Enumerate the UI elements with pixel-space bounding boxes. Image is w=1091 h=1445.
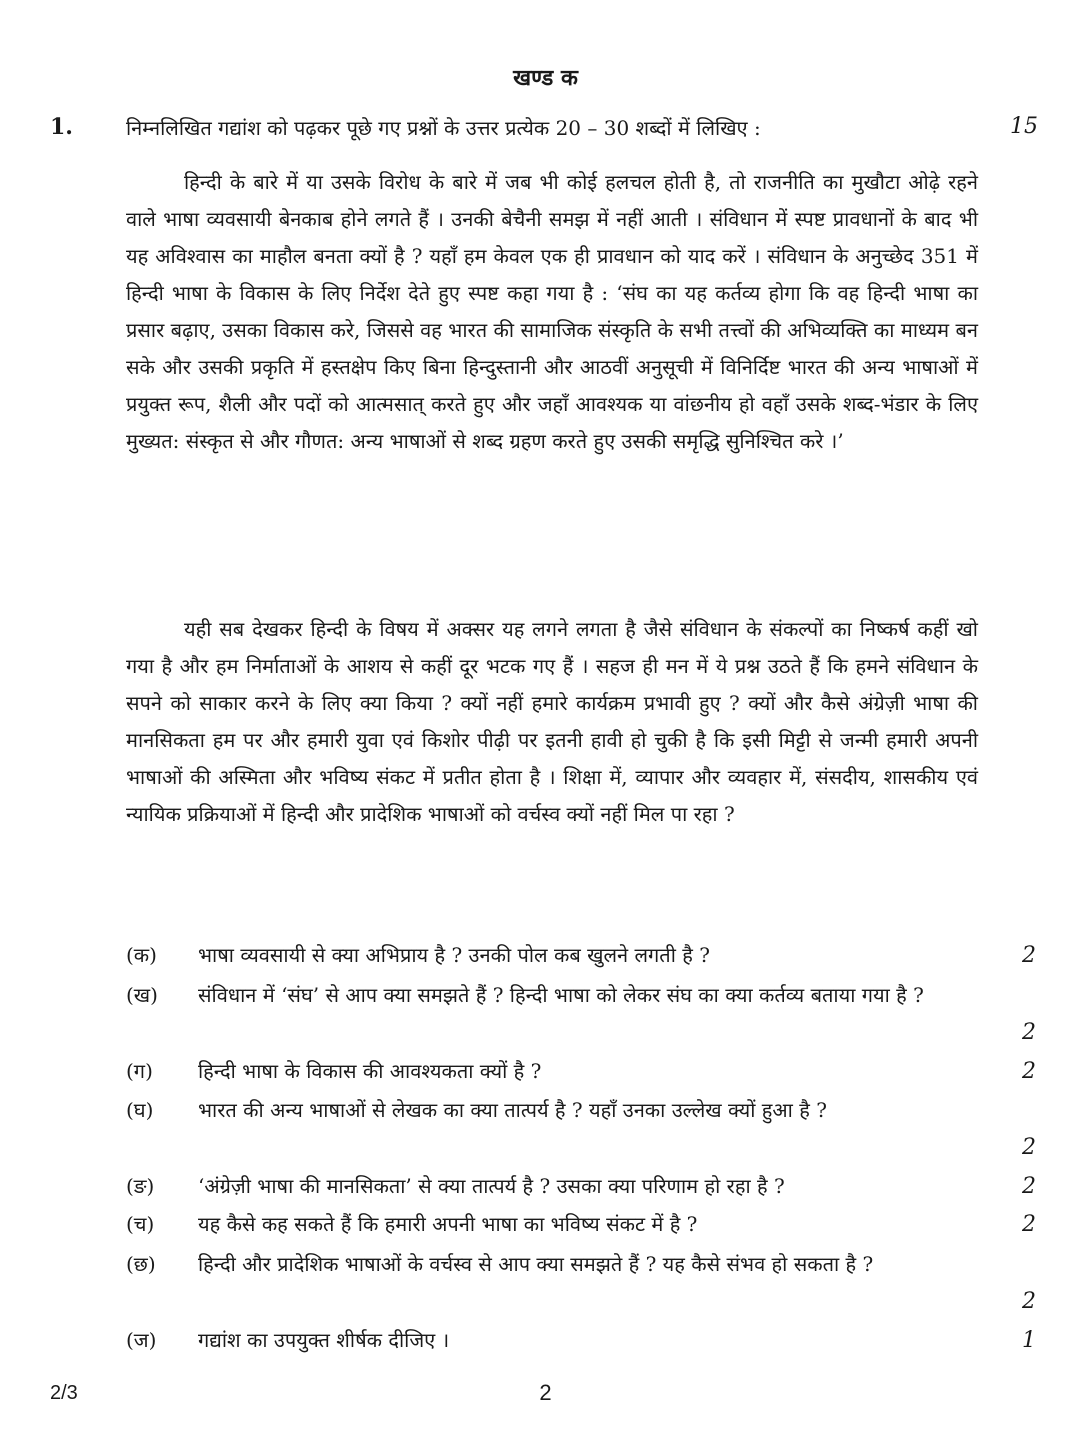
sub-question-marks: 2 [1022, 1020, 1036, 1045]
sub-question-label: (ज) [126, 1328, 157, 1352]
passage-paragraph-1: हिन्दी के बारे में या उसके विरोध के बारे में जब भी कोई हलचल होती है, तो राजनीति का मुखौटा ओढ़े रहने वाले भाषा व्यवसायी बेनकाब होने लगते हैं । उनकी बेचैनी समझ में नहीं आती । संविधान में स्पष्ट प्रावधानों के बाद भी यह अविश्वास का माहौल बनता क्यों है ? यहाँ हम केवल एक ही प्रावधान को याद करें । संविधान के अनुच्छेद 351 में हिन्दी भाषा के विकास के लिए निर्देश देते हुए स्पष्ट कहा गया है : ‘संघ का यह कर्तव्य होगा कि वह हिन्दी भाषा का प्रसार बढ़ाए, उसका विकास करे, जिससे वह भारत की सामाजिक संस्कृति के सभी तत्त्वों की अभिव्यक्ति का माध्यम बन सके और उसकी प्रकृति में हस्तक्षेप किए बिना हिन्दुस्तानी और आठवीं अनुसूची में विनिर्दिष्ट भारत की अन्य भाषाओं में प्रयुक्त रूप, शैली और पदों को आत्मसात् करते हुए और जहाँ आवश्यक या वांछनीय हो वहाँ उसके शब्द-भंडार के लिए मुख्यत: संस्कृत से और गौणत: अन्य भाषाओं से शब्द ग्रहण करते हुए उसकी समृद्धि सुनिश्चित करे ।’ [126, 170, 978, 453]
sub-question-label: (छ) [126, 1252, 156, 1276]
question-marks: 15 [1010, 114, 1038, 139]
sub-question [0, 1246, 1091, 1320]
sub-question-marks: 2 [1022, 1135, 1036, 1160]
page-number: 2 [539, 1380, 552, 1405]
sub-question-marks: 1 [1022, 1328, 1036, 1353]
sub-question-marks: 2 [1022, 943, 1036, 968]
sub-question-text: ‘अंग्रेज़ी भाषा की मानसिकता’ से क्या तात्पर्य है ? उसका क्या परिणाम हो रहा है ? [198, 1174, 785, 1198]
question-number: 1. [50, 114, 73, 140]
sub-question-label: (ख) [126, 983, 158, 1007]
sub-question-label: (ङ) [126, 1174, 155, 1198]
sub-question-text: गद्यांश का उपयुक्त शीर्षक दीजिए । [198, 1328, 450, 1352]
passage-paragraph-2: यही सब देखकर हिन्दी के विषय में अक्सर यह लगने लगता है जैसे संविधान के संकल्पों का निष्कर्ष कहीं खो गया है और हम निर्माताओं के आशय से कहीं दूर भटक गए हैं । सहज ही मन में ये प्रश्न उठते हैं कि हमने संविधान के सपने को साकार करने के लिए क्या किया ? क्यों नहीं हमारे कार्यक्रम प्रभावी हुए ? क्यों और कैसे अंग्रेज़ी भाषा की मानसिकता हम पर और हमारी युवा एवं किशोर पीढ़ी पर इतनी हावी हो चुकी है कि इसी मिट्टी से जन्मी हमारी अपनी भाषाओं की अस्मिता और भविष्य संकट में प्रतीत होता है । शिक्षा में, व्यापार और व्यवहार में, संसदीय, शासकीय एवं न्यायिक प्रक्रियाओं में हिन्दी और प्रादेशिक भाषाओं को वर्चस्व क्यों नहीं मिल पा रहा ? [126, 617, 978, 826]
sub-question-label: (ग) [126, 1059, 153, 1083]
sub-question-label: (च) [126, 1212, 155, 1236]
sub-question-label: (घ) [126, 1098, 154, 1122]
sub-question-marks: 2 [1022, 1059, 1036, 1084]
sub-question-text: हिन्दी भाषा के विकास की आवश्यकता क्यों है ? [198, 1059, 542, 1083]
sub-question-marks: 2 [1022, 1289, 1036, 1314]
sub-question [0, 1092, 1091, 1166]
sub-question-text: भाषा व्यवसायी से क्या अभिप्राय है ? उनकी पोल कब खुलने लगती है ? [198, 943, 710, 967]
sub-question-text: यह कैसे कह सकते हैं कि हमारी अपनी भाषा का भविष्य संकट में है ? [198, 1212, 698, 1236]
sub-question-label: (क) [126, 943, 157, 967]
question-instruction: निम्नलिखित गद्यांश को पढ़कर पूछे गए प्रश्नों के उत्तर प्रत्येक 20 – 30 शब्दों में लिखिए : [126, 116, 761, 140]
sub-question-text: हिन्दी और प्रादेशिक भाषाओं के वर्चस्व से आप क्या समझते हैं ? यह कैसे संभव हो सकता है ? [198, 1252, 874, 1276]
sub-question-marks: 2 [1022, 1212, 1036, 1237]
section-title: खण्ड क [513, 65, 578, 91]
paper-code: 2/3 [50, 1382, 78, 1404]
sub-question-text: संविधान में ‘संघ’ से आप क्या समझते हैं ? हिन्दी भाषा को लेकर संघ का क्या कर्तव्य बताया गया है ? [198, 983, 924, 1007]
sub-question-marks: 2 [1022, 1174, 1036, 1199]
sub-question [0, 977, 1091, 1051]
sub-question-text: भारत की अन्य भाषाओं से लेखक का क्या तात्पर्य है ? यहाँ उनका उल्लेख क्यों हुआ है ? [198, 1098, 827, 1122]
